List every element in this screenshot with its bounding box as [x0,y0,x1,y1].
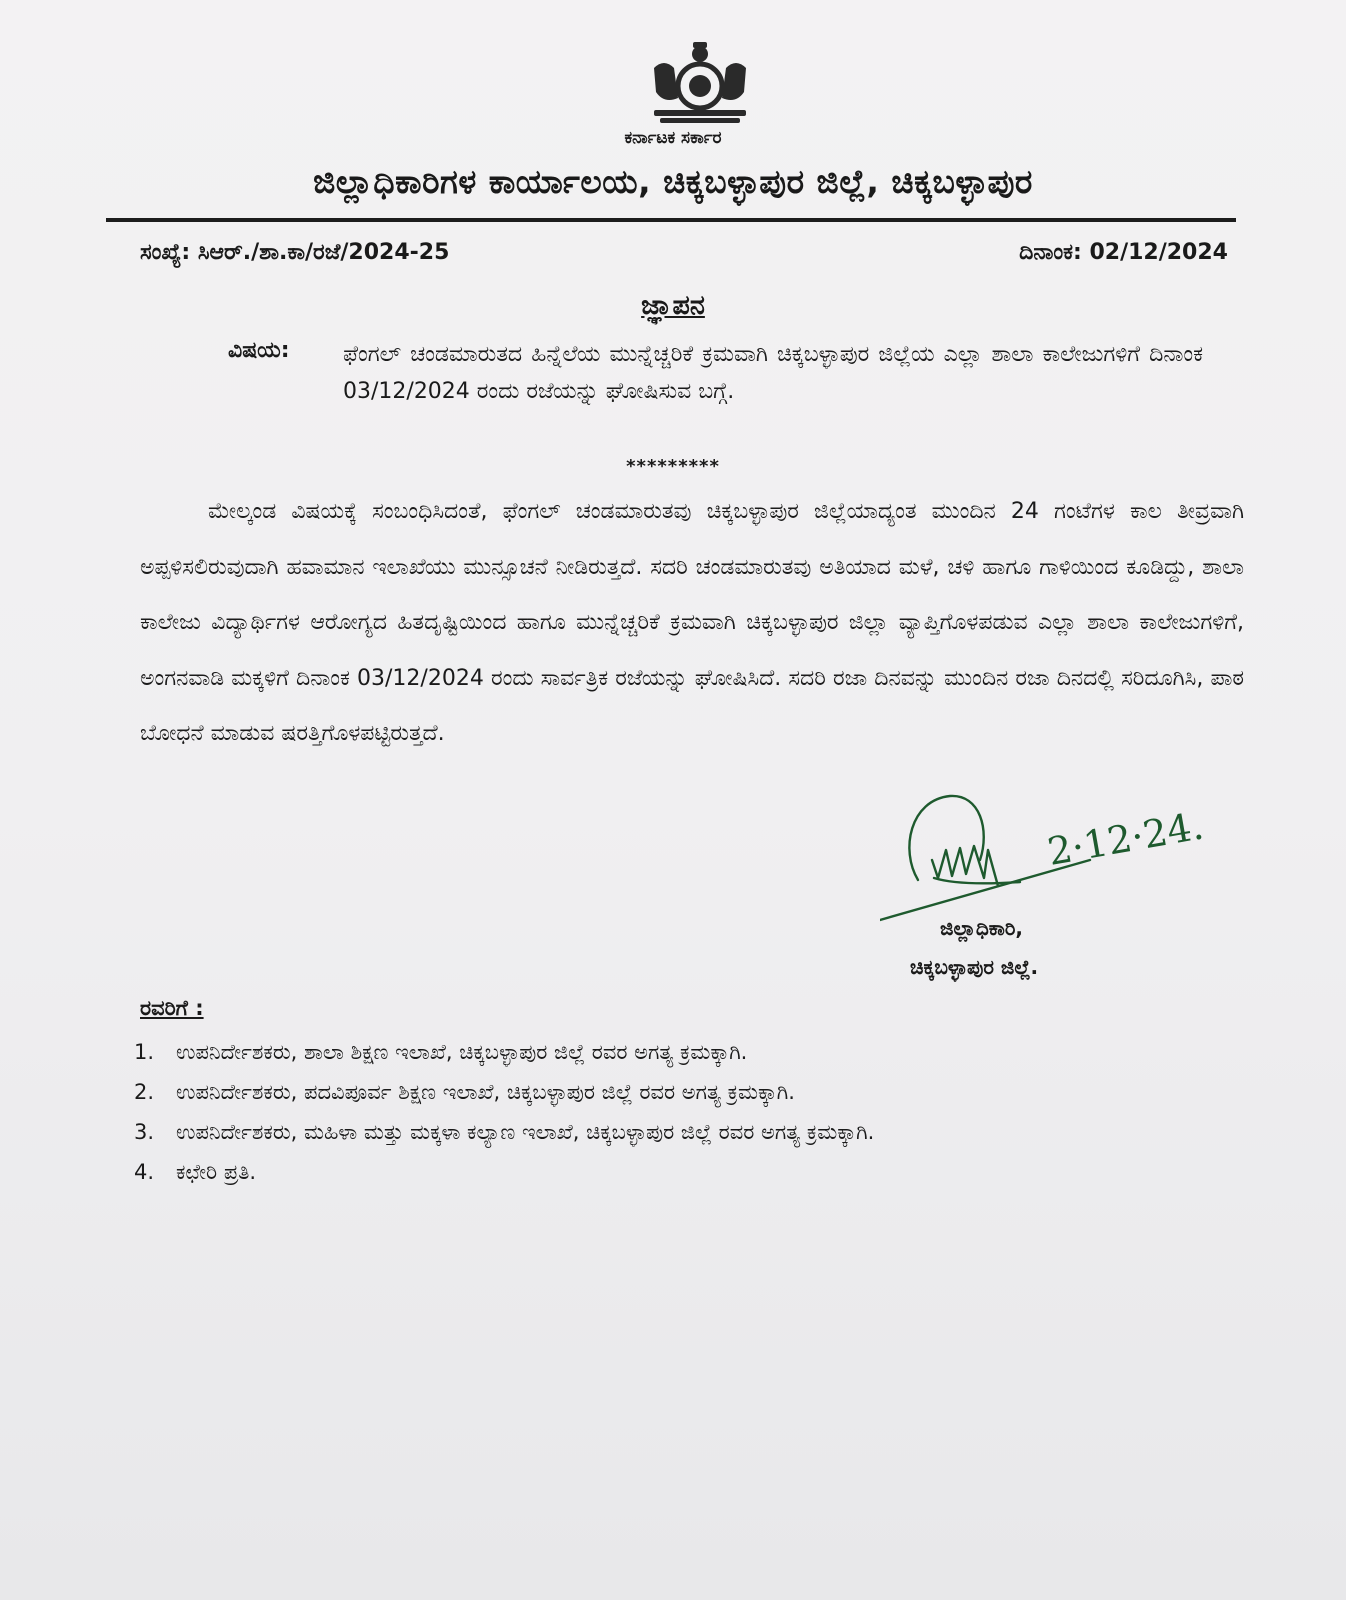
body-paragraph: ಮೇಲ್ಕಂಡ ವಿಷಯಕ್ಕೆ ಸಂಬಂಧಿಸಿದಂತೆ, ಫೆಂಗಲ್ ಚಂಡಮಾರುತವು ಚಿಕ್ಕಬಳ್ಳಾಪುರ ಜಿಲ್ಲೆಯಾದ್ಯಂತ ಮುಂದಿನ 24 ಗಂಟೆಗಳ ಕಾಲ ತೀವ್ರವಾಗಿ ಅಪ್ಪಳಿಸಲಿರುವುದಾಗಿ ಹವಾಮಾನ ಇಲಾಖೆಯು ಮುನ್ಸೂಚನೆ ನೀಡಿರುತ್ತದೆ. ಸದರಿ ಚಂಡಮಾರುತವು ಅತಿಯಾದ ಮಳೆ, ಚಳಿ ಹಾಗೂ ಗಾಳಿಯಿಂದ ಕೂಡಿದ್ದು, ಶಾಲಾ ಕಾಲೇಜು ವಿದ್ಯಾರ್ಥಿಗಳ ಆರೋಗ್ಯದ ಹಿತದೃಷ್ಟಿಯಿಂದ ಹಾಗೂ ಮುನ್ನೆಚ್ಚರಿಕೆ ಕ್ರಮವಾಗಿ ಚಿಕ್ಕಬಳ್ಳಾಪುರ ಜಿಲ್ಲಾ ವ್ಯಾಪ್ತಿಗೊಳಪಡುವ ಎಲ್ಲಾ ಶಾಲಾ ಕಾಲೇಜುಗಳಿಗೆ, ಅಂಗನವಾಡಿ ಮಕ್ಕಳಿಗೆ ದಿನಾಂಕ 03/12/2024 ರಂದು ಸಾರ್ವತ್ರಿಕ ರಜೆಯನ್ನು ಘೋಷಿಸಿದೆ. ಸದರಿ ರಜಾ ದಿನವನ್ನು ಮುಂದಿನ ರಜಾ ದಿನದಲ್ಲಿ ಸರಿದೂಗಿಸಿ, ಪಾಠ ಬೋಧನೆ ಮಾಡುವ ಷರತ್ತಿಗೊಳಪಟ್ಟಿರುತ್ತದೆ. [140,499,1244,746]
reference-number: ಸಂಖ್ಯೆ: ಸಿಆರ್./ಶಾ.ಕಾ/ರಜೆ/2024-25 [140,240,450,265]
subject-label: ವಿಷಯ: [228,338,290,363]
signature-date: 2·12·24. [1044,803,1207,874]
document-heading: ಜ್ಞಾಪನ [641,290,705,321]
section-separator: ********* [626,456,720,477]
office-title: ಜಿಲ್ಲಾಧಿಕಾರಿಗಳ ಕಾರ್ಯಾಲಯ, ಚಿಕ್ಕಬಳ್ಳಾಪುರ ಜಿಲ್ಲೆ, ಚಿಕ್ಕಬಳ್ಳಾಪುರ [313,162,1033,201]
list-item: 1. ಉಪನಿರ್ದೇಶಕರು, ಶಾಲಾ ಶಿಕ್ಷಣ ಇಲಾಖೆ, ಚಿಕ್ಕಬಳ್ಳಾಪುರ ಜಿಲ್ಲೆ ರವರ ಅಗತ್ಯ ಕ್ರಮಕ್ಕಾಗಿ. [134,1040,748,1064]
list-item: 2. ಉಪನಿರ್ದೇಶಕರು, ಪದವಿಪೂರ್ವ ಶಿಕ್ಷಣ ಇಲಾಖೆ, ಚಿಕ್ಕಬಳ್ಳಾಪುರ ಜಿಲ್ಲೆ ರವರ ಅಗತ್ಯ ಕ್ರಮಕ್ಕಾಗಿ. [134,1080,795,1104]
header-divider [106,218,1236,222]
signatory-title: ಜಿಲ್ಲಾಧಿಕಾರಿ, [940,916,1023,940]
document-date: ದಿನಾಂಕ: 02/12/2024 [1019,240,1228,265]
distribution-list [134,1032,1264,1192]
list-item: 4. ಕಛೇರಿ ಪ್ರತಿ. [134,1160,257,1184]
karnataka-emblem-icon [640,38,760,128]
signatory-district: ಚಿಕ್ಕಬಳ್ಳಾಪುರ ಜಿಲ್ಲೆ. [910,955,1039,979]
list-item: 3. ಉಪನಿರ್ದೇಶಕರು, ಮಹಿಳಾ ಮತ್ತು ಮಕ್ಕಳಾ ಕಲ್ಯಾಣ ಇಲಾಖೆ, ಚಿಕ್ಕಬಳ್ಳಾಪುರ ಜಿಲ್ಲೆ ರವರ ಅಗತ್ಯ ಕ್ರಮಕ್ಕಾಗಿ. [134,1120,875,1144]
distribution-label: ರವರಿಗೆ : [140,996,204,1020]
subject-text: ಫೆಂಗಲ್ ಚಂಡಮಾರುತದ ಹಿನ್ನೆಲೆಯ ಮುನ್ನೆಚ್ಚರಿಕೆ ಕ್ರಮವಾಗಿ ಚಿಕ್ಕಬಳ್ಳಾಪುರ ಜಿಲ್ಲೆಯ ಎಲ್ಲಾ ಶಾಲಾ ಕಾಲೇಜುಗಳಿಗೆ ದಿನಾಂಕ 03/12/2024 ರಂದು ರಜೆಯನ್ನು ಘೋಷಿಸುವ ಬಗ್ಗೆ. [343,342,1203,404]
government-name: ಕರ್ನಾಟಕ ಸರ್ಕಾರ [624,128,722,148]
